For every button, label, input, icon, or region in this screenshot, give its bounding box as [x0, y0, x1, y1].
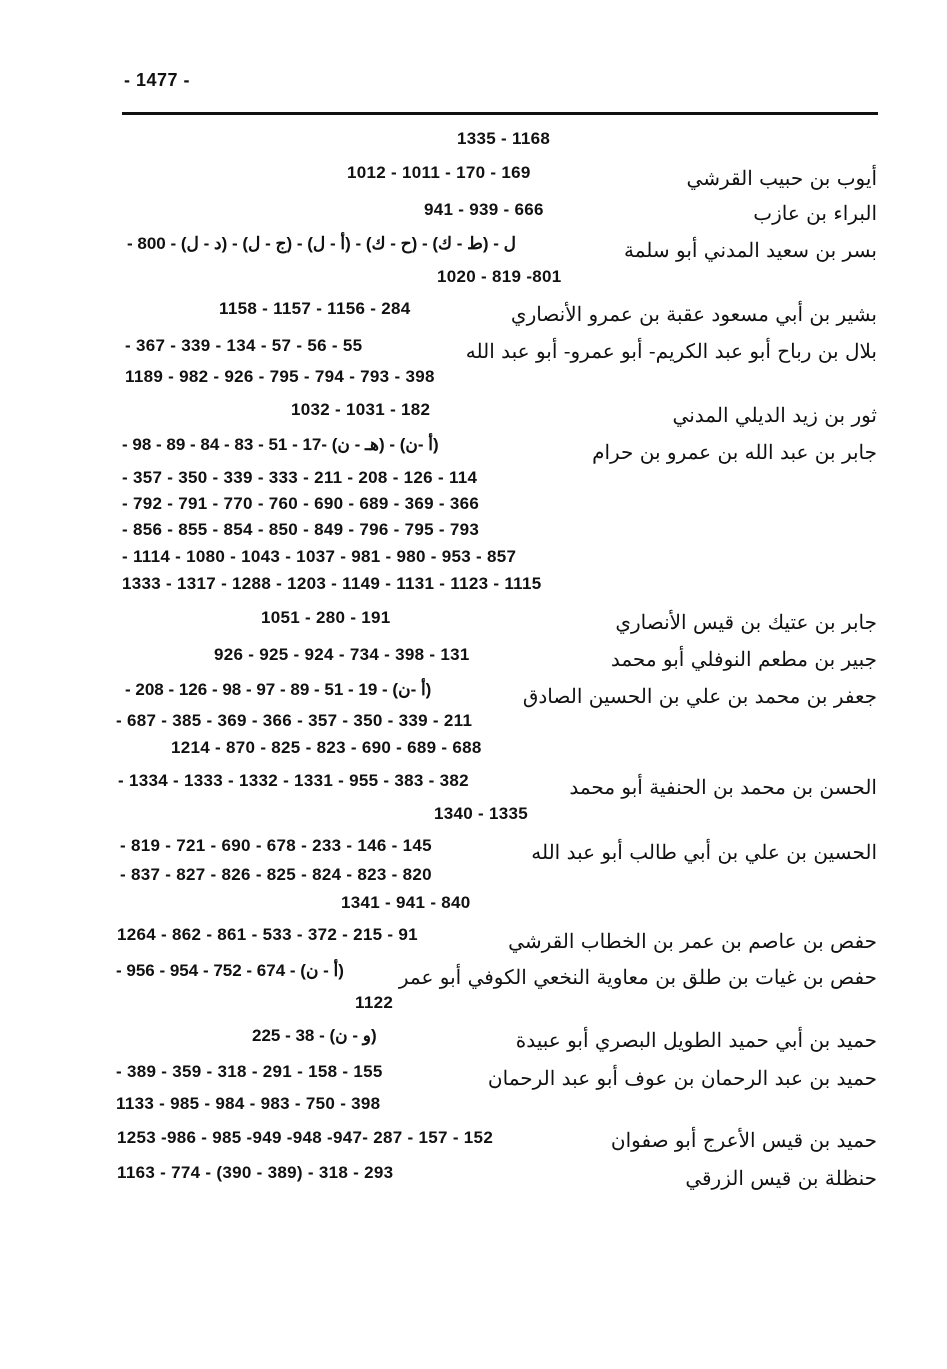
entry-page-refs: 1341 - 941 - 840 — [341, 893, 471, 912]
entry-page-refs: - 800 - (د - ل) - (ج - ل) - (أ - ل) - ل - (ط - ك) - (ح - ك) — [127, 234, 516, 253]
entry-name: جابر بن عبد الله بن عمرو بن حرام — [592, 440, 877, 464]
entry-name: حفص بن غيات بن طلق بن معاوية النخعي الكوفي أبو عمر — [398, 965, 877, 989]
entry-name: حميد بن أبي حميد الطويل البصري أبو عبيدة — [515, 1028, 877, 1052]
entry-page-refs: - 856 - 855 - 854 - 850 - 849 - 796 - 795 - 793 — [122, 520, 480, 539]
entry-page-refs: 1133 - 985 - 984 - 983 - 750 - 398 — [116, 1094, 381, 1113]
entry-name: البراء بن عازب — [753, 201, 877, 225]
entry-name: جعفر بن محمد بن علي بن الحسين الصادق — [522, 684, 877, 708]
entry-page-refs: - 357 - 350 - 339 - 333 - 211 - 208 - 126 - 114 — [122, 468, 478, 487]
entry-page-refs: 1158 - 1157 - 1156 - 284 — [219, 299, 411, 318]
entry-page-refs: 941 - 939 - 666 — [424, 200, 544, 219]
entry-page-refs: 1189 - 982 - 926 - 795 - 794 - 793 - 398 — [125, 367, 435, 386]
entry-page-refs: 1163 - 774 - (390 - 389) - 318 - 293 — [117, 1163, 394, 1182]
entry-name: بلال بن رباح أبو عبد الكريم- أبو عمرو- أبو عبد الله — [465, 339, 877, 363]
entry-page-refs: 926 - 925 - 924 - 734 - 398 - 131 — [214, 645, 470, 664]
entry-page-refs: - 956 - 954 - 752 - 674 - (أ - ن) — [116, 961, 344, 980]
entry-page-refs: - 367 - 339 - 134 - 57 - 56 - 55 — [125, 336, 363, 355]
entry-page-refs: - 389 - 359 - 318 - 291 - 158 - 155 — [116, 1062, 383, 1081]
entry-page-refs: 225 - 38 - (و - ن) — [252, 1026, 377, 1045]
entry-page-refs: 1122 — [355, 993, 394, 1012]
entry-name: الحسن بن محمد بن الحنفية أبو محمد — [569, 775, 877, 799]
entry-page-refs: - 837 - 827 - 826 - 825 - 824 - 823 - 820 — [120, 865, 432, 884]
entry-page-refs: - 792 - 791 - 770 - 760 - 690 - 689 - 369 - 366 — [122, 494, 480, 513]
entry-name: بشير بن أبي مسعود عقبة بن عمرو الأنصاري — [510, 302, 877, 326]
entry-page-refs: - 1114 - 1080 - 1043 - 1037 - 981 - 980 - 953 - 857 — [122, 547, 517, 566]
entry-page-refs: 1020 - 819 -801 — [437, 267, 562, 286]
entry-page-refs: 1012 - 1011 - 170 - 169 — [347, 163, 531, 182]
entry-name: ثور بن زيد الديلي المدني — [672, 403, 877, 427]
entry-page-refs: - 687 - 385 - 369 - 366 - 357 - 350 - 339 - 211 — [116, 711, 473, 730]
entry-page-refs: 1264 - 862 - 861 - 533 - 372 - 215 - 91 — [117, 925, 418, 944]
entry-name: جبير بن مطعم النوفلي أبو محمد — [610, 647, 877, 671]
entry-name: حميد بن قيس الأعرج أبو صفوان — [610, 1128, 877, 1152]
entry-name: أيوب بن حبيب القرشي — [686, 166, 877, 190]
entry-name: جابر بن عتيك بن قيس الأنصاري — [615, 610, 877, 634]
entry-name: حفص بن عاصم بن عمر بن الخطاب القرشي — [508, 929, 877, 953]
entry-page-refs: 1214 - 870 - 825 - 823 - 690 - 689 - 688 — [171, 738, 482, 757]
entry-page-refs: - 208 - 126 - 98 - 97 - 89 - 51 - 19 - (أ -ن) — [125, 680, 432, 699]
entry-page-refs: 1051 - 280 - 191 — [261, 608, 391, 627]
entry-page-refs: 1032 - 1031 - 182 — [291, 400, 431, 419]
entry-name: الحسين بن علي بن أبي طالب أبو عبد الله — [531, 840, 877, 864]
entry-page-refs: 1333 - 1317 - 1288 - 1203 - 1149 - 1131 - 1123 - 1115 — [122, 574, 542, 593]
page-number: - 1477 - — [124, 70, 191, 90]
entry-page-refs: 1335 - 1168 — [457, 129, 551, 148]
header-rule — [122, 112, 878, 115]
entry-name: حنظلة بن قيس الزرقي — [685, 1166, 877, 1190]
entry-page-refs: 1253 -986 - 985 -949 -948 -947- 287 - 157 - 152 — [117, 1128, 494, 1147]
entry-page-refs: 1340 - 1335 — [434, 804, 529, 823]
entry-page-refs: - 819 - 721 - 690 - 678 - 233 - 146 - 145 — [120, 836, 432, 855]
entry-name: بسر بن سعيد المدني أبو سلمة — [623, 238, 877, 262]
entry-page-refs: - 1334 - 1333 - 1332 - 1331 - 955 - 383 - 382 — [118, 771, 469, 790]
entry-name: حميد بن عبد الرحمان بن عوف أبو عبد الرحمان — [487, 1066, 877, 1090]
entry-page-refs: - 98 - 89 - 84 - 83 - 51 - 17- (هـ - ن) - (أ -ن) — [122, 435, 439, 454]
